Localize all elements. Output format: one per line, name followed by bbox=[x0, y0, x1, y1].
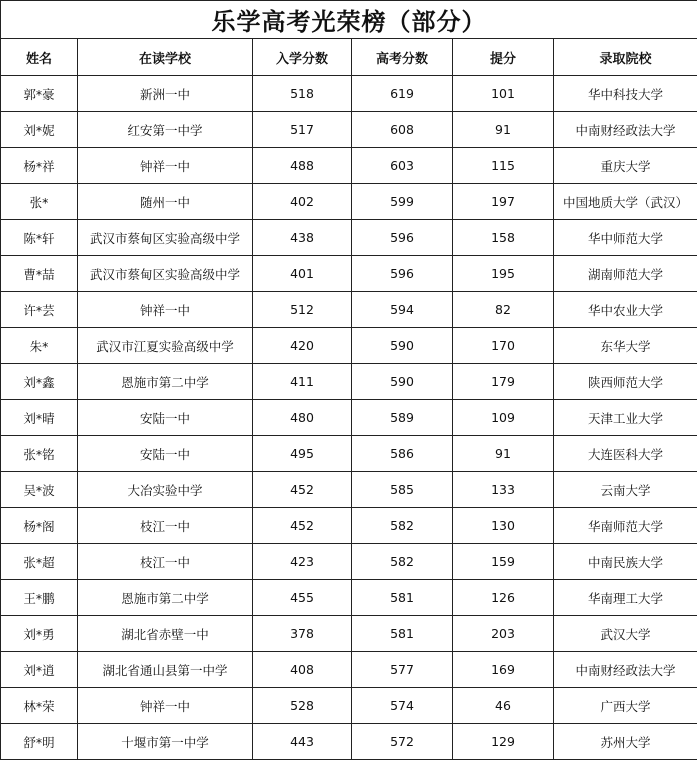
col-header-admitted: 录取院校 bbox=[554, 39, 697, 76]
col-header-entry-score: 入学分数 bbox=[253, 39, 352, 76]
cell-entry-score: 438 bbox=[253, 220, 352, 256]
cell-name: 张*超 bbox=[1, 544, 78, 580]
cell-improvement: 91 bbox=[453, 436, 554, 472]
cell-name: 曹*喆 bbox=[1, 256, 78, 292]
cell-entry-score: 408 bbox=[253, 652, 352, 688]
cell-improvement: 126 bbox=[453, 580, 554, 616]
cell-name: 刘*妮 bbox=[1, 112, 78, 148]
cell-school: 安陆一中 bbox=[78, 436, 253, 472]
cell-exam-score: 590 bbox=[352, 364, 453, 400]
cell-entry-score: 452 bbox=[253, 508, 352, 544]
cell-school: 十堰市第一中学 bbox=[78, 724, 253, 760]
cell-admitted-college: 湖南师范大学 bbox=[554, 256, 697, 292]
cell-school: 武汉市江夏实验高级中学 bbox=[78, 328, 253, 364]
cell-exam-score: 589 bbox=[352, 400, 453, 436]
cell-exam-score: 574 bbox=[352, 688, 453, 724]
cell-name: 郭*豪 bbox=[1, 76, 78, 112]
cell-improvement: 91 bbox=[453, 112, 554, 148]
cell-exam-score: 582 bbox=[352, 508, 453, 544]
cell-name: 杨*祥 bbox=[1, 148, 78, 184]
cell-school: 新洲一中 bbox=[78, 76, 253, 112]
cell-admitted-college: 广西大学 bbox=[554, 688, 697, 724]
cell-school: 枝江一中 bbox=[78, 544, 253, 580]
cell-admitted-college: 武汉大学 bbox=[554, 616, 697, 652]
cell-improvement: 195 bbox=[453, 256, 554, 292]
cell-improvement: 130 bbox=[453, 508, 554, 544]
cell-name: 朱* bbox=[1, 328, 78, 364]
cell-school: 红安第一中学 bbox=[78, 112, 253, 148]
cell-entry-score: 480 bbox=[253, 400, 352, 436]
cell-improvement: 101 bbox=[453, 76, 554, 112]
table-row bbox=[1, 184, 697, 220]
cell-name: 林*荣 bbox=[1, 688, 78, 724]
cell-exam-score: 581 bbox=[352, 580, 453, 616]
table-row bbox=[1, 652, 697, 688]
col-header-school: 在读学校 bbox=[78, 39, 253, 76]
cell-admitted-college: 东华大学 bbox=[554, 328, 697, 364]
cell-name: 刘*逍 bbox=[1, 652, 78, 688]
col-header-name: 姓名 bbox=[1, 39, 78, 76]
cell-exam-score: 603 bbox=[352, 148, 453, 184]
cell-admitted-college: 华中科技大学 bbox=[554, 76, 697, 112]
cell-admitted-college: 天津工业大学 bbox=[554, 400, 697, 436]
cell-admitted-college: 华中农业大学 bbox=[554, 292, 697, 328]
table-row bbox=[1, 580, 697, 616]
cell-improvement: 46 bbox=[453, 688, 554, 724]
cell-name: 吴*波 bbox=[1, 472, 78, 508]
cell-school: 安陆一中 bbox=[78, 400, 253, 436]
table-row bbox=[1, 256, 697, 292]
cell-name: 张*铭 bbox=[1, 436, 78, 472]
cell-improvement: 197 bbox=[453, 184, 554, 220]
cell-exam-score: 581 bbox=[352, 616, 453, 652]
cell-school: 随州一中 bbox=[78, 184, 253, 220]
table-row bbox=[1, 436, 697, 472]
table-row bbox=[1, 472, 697, 508]
cell-school: 大冶实验中学 bbox=[78, 472, 253, 508]
cell-entry-score: 423 bbox=[253, 544, 352, 580]
table-row bbox=[1, 544, 697, 580]
cell-entry-score: 517 bbox=[253, 112, 352, 148]
cell-school: 钟祥一中 bbox=[78, 688, 253, 724]
page-title: 乐学高考光荣榜（部分） bbox=[1, 1, 697, 39]
cell-school: 枝江一中 bbox=[78, 508, 253, 544]
cell-admitted-college: 华中师范大学 bbox=[554, 220, 697, 256]
cell-admitted-college: 陕西师范大学 bbox=[554, 364, 697, 400]
cell-entry-score: 411 bbox=[253, 364, 352, 400]
cell-entry-score: 495 bbox=[253, 436, 352, 472]
cell-entry-score: 452 bbox=[253, 472, 352, 508]
header-row bbox=[1, 39, 697, 76]
cell-entry-score: 455 bbox=[253, 580, 352, 616]
cell-improvement: 203 bbox=[453, 616, 554, 652]
cell-name: 王*鹏 bbox=[1, 580, 78, 616]
cell-exam-score: 599 bbox=[352, 184, 453, 220]
table-row bbox=[1, 292, 697, 328]
cell-exam-score: 585 bbox=[352, 472, 453, 508]
cell-admitted-college: 华南师范大学 bbox=[554, 508, 697, 544]
table-row bbox=[1, 112, 697, 148]
cell-school: 湖北省通山县第一中学 bbox=[78, 652, 253, 688]
cell-improvement: 129 bbox=[453, 724, 554, 760]
cell-entry-score: 378 bbox=[253, 616, 352, 652]
cell-exam-score: 619 bbox=[352, 76, 453, 112]
cell-name: 刘*鑫 bbox=[1, 364, 78, 400]
table-row bbox=[1, 76, 697, 112]
cell-admitted-college: 中南财经政法大学 bbox=[554, 652, 697, 688]
cell-improvement: 115 bbox=[453, 148, 554, 184]
cell-admitted-college: 云南大学 bbox=[554, 472, 697, 508]
cell-admitted-college: 重庆大学 bbox=[554, 148, 697, 184]
table-row bbox=[1, 364, 697, 400]
cell-school: 湖北省赤壁一中 bbox=[78, 616, 253, 652]
cell-exam-score: 608 bbox=[352, 112, 453, 148]
cell-school: 恩施市第二中学 bbox=[78, 364, 253, 400]
cell-name: 舒*明 bbox=[1, 724, 78, 760]
cell-admitted-college: 中南民族大学 bbox=[554, 544, 697, 580]
cell-exam-score: 596 bbox=[352, 220, 453, 256]
cell-entry-score: 528 bbox=[253, 688, 352, 724]
cell-entry-score: 512 bbox=[253, 292, 352, 328]
cell-improvement: 133 bbox=[453, 472, 554, 508]
cell-name: 刘*勇 bbox=[1, 616, 78, 652]
cell-improvement: 170 bbox=[453, 328, 554, 364]
table-row bbox=[1, 328, 697, 364]
cell-entry-score: 402 bbox=[253, 184, 352, 220]
table-row bbox=[1, 148, 697, 184]
table-row bbox=[1, 724, 697, 760]
cell-school: 恩施市第二中学 bbox=[78, 580, 253, 616]
cell-improvement: 82 bbox=[453, 292, 554, 328]
cell-exam-score: 586 bbox=[352, 436, 453, 472]
cell-entry-score: 401 bbox=[253, 256, 352, 292]
cell-improvement: 109 bbox=[453, 400, 554, 436]
cell-exam-score: 582 bbox=[352, 544, 453, 580]
cell-name: 刘*晴 bbox=[1, 400, 78, 436]
col-header-exam-score: 高考分数 bbox=[352, 39, 453, 76]
cell-school: 钟祥一中 bbox=[78, 292, 253, 328]
cell-exam-score: 590 bbox=[352, 328, 453, 364]
cell-improvement: 169 bbox=[453, 652, 554, 688]
cell-exam-score: 596 bbox=[352, 256, 453, 292]
cell-entry-score: 420 bbox=[253, 328, 352, 364]
cell-exam-score: 594 bbox=[352, 292, 453, 328]
table-row bbox=[1, 616, 697, 652]
table-row bbox=[1, 688, 697, 724]
cell-school: 钟祥一中 bbox=[78, 148, 253, 184]
table-row bbox=[1, 508, 697, 544]
cell-admitted-college: 华南理工大学 bbox=[554, 580, 697, 616]
cell-improvement: 179 bbox=[453, 364, 554, 400]
cell-name: 许*芸 bbox=[1, 292, 78, 328]
cell-admitted-college: 苏州大学 bbox=[554, 724, 697, 760]
cell-name: 杨*阁 bbox=[1, 508, 78, 544]
cell-entry-score: 518 bbox=[253, 76, 352, 112]
cell-improvement: 158 bbox=[453, 220, 554, 256]
cell-entry-score: 443 bbox=[253, 724, 352, 760]
cell-improvement: 159 bbox=[453, 544, 554, 580]
col-header-improvement: 提分 bbox=[453, 39, 554, 76]
cell-admitted-college: 大连医科大学 bbox=[554, 436, 697, 472]
cell-school: 武汉市蔡甸区实验高级中学 bbox=[78, 256, 253, 292]
table-row bbox=[1, 220, 697, 256]
cell-entry-score: 488 bbox=[253, 148, 352, 184]
table-row bbox=[1, 400, 697, 436]
cell-admitted-college: 中南财经政法大学 bbox=[554, 112, 697, 148]
cell-name: 陈*轩 bbox=[1, 220, 78, 256]
cell-name: 张* bbox=[1, 184, 78, 220]
cell-school: 武汉市蔡甸区实验高级中学 bbox=[78, 220, 253, 256]
cell-exam-score: 572 bbox=[352, 724, 453, 760]
cell-exam-score: 577 bbox=[352, 652, 453, 688]
cell-admitted-college: 中国地质大学（武汉） bbox=[554, 184, 697, 220]
